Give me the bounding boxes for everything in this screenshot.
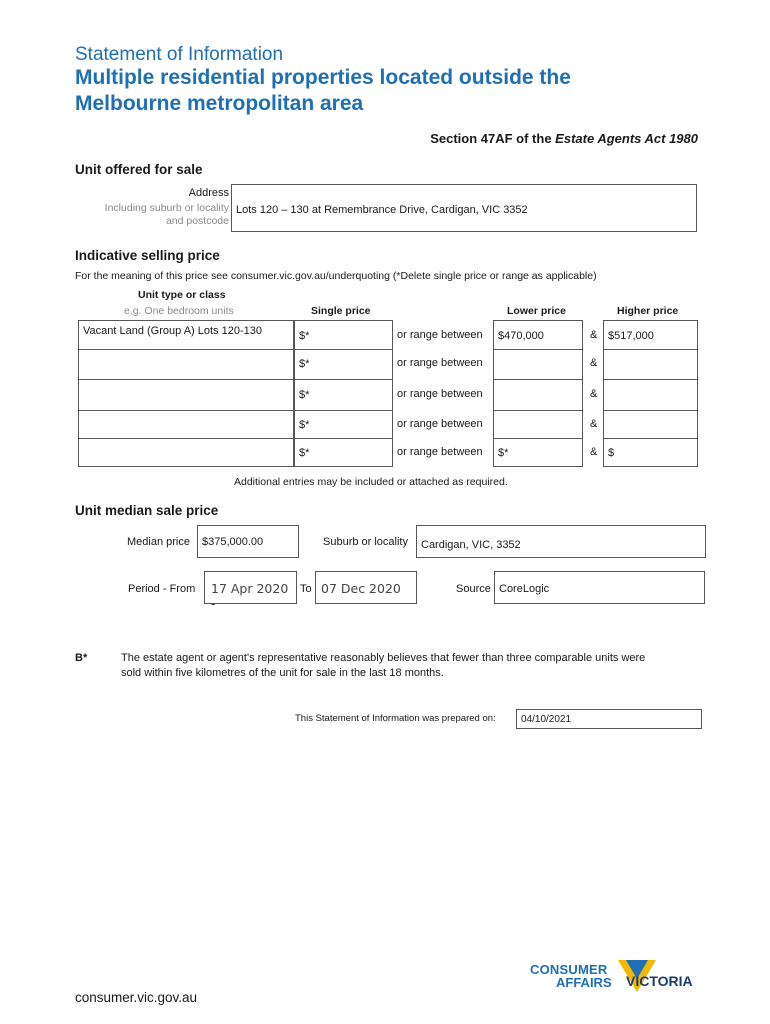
amp-label: & xyxy=(590,357,598,369)
amp-label: & xyxy=(590,446,598,458)
source-label: Source xyxy=(456,583,491,595)
range-label: or range between xyxy=(397,329,483,341)
col-unit-type: Unit type or class xyxy=(138,289,226,301)
consumer-affairs-logo xyxy=(530,960,710,1010)
higher-price-value: $ xyxy=(608,447,615,459)
single-price-field[interactable] xyxy=(294,379,393,411)
single-price-value: $* xyxy=(299,330,310,342)
note-b-line2: sold within five kilometres of the unit for sale in the last 18 months. xyxy=(121,667,444,679)
suburb-label: Suburb or locality xyxy=(323,536,408,548)
period-to-field[interactable] xyxy=(315,571,417,604)
document-label: Statement of Information xyxy=(75,44,284,65)
higher-price-field[interactable] xyxy=(603,349,698,380)
median-price-field[interactable] xyxy=(197,525,299,558)
col-unit-type-hint: e.g. One bedroom units xyxy=(124,305,234,317)
range-label: or range between xyxy=(397,446,483,458)
section-act: Estate Agents Act 1980 xyxy=(555,131,698,146)
page-title-line1: Multiple residential properties located outside the xyxy=(75,66,571,89)
median-heading: Unit median sale price xyxy=(75,503,219,518)
higher-price-field[interactable] xyxy=(603,410,698,439)
single-price-value: $* xyxy=(299,419,310,431)
indicative-heading: Indicative selling price xyxy=(75,248,220,263)
suburb-value: Cardigan, VIC, 3352 xyxy=(421,539,521,551)
lower-price-value: $470,000 xyxy=(498,330,544,342)
lower-price-field[interactable] xyxy=(493,379,583,411)
single-price-field[interactable] xyxy=(294,438,393,467)
unit-offered-heading: Unit offered for sale xyxy=(75,162,203,177)
lower-price-value: $* xyxy=(498,447,509,459)
higher-price-field[interactable] xyxy=(603,438,698,467)
amp-label: & xyxy=(590,418,598,430)
lower-price-field[interactable] xyxy=(493,320,583,350)
section-prefix: Section 47AF of the xyxy=(430,131,556,146)
unit-type-field[interactable] xyxy=(78,438,294,467)
col-lower-price: Lower price xyxy=(507,305,566,317)
median-price-label: Median price xyxy=(127,536,190,548)
logo-line2: AFFAIRS xyxy=(556,975,612,990)
period-from-field[interactable] xyxy=(204,571,297,611)
source-field[interactable] xyxy=(494,571,705,604)
unit-type-field[interactable] xyxy=(78,320,294,350)
period-label: Period - From xyxy=(128,583,196,595)
range-label: or range between xyxy=(397,388,483,400)
median-price-value: $375,000.00 xyxy=(202,536,264,548)
prepared-date-value: 04/10/2021 xyxy=(521,714,572,725)
page-title-line2: Melbourne metropolitan area xyxy=(75,92,364,115)
logo-line1: CONSUMER xyxy=(530,962,608,977)
unit-type-field[interactable] xyxy=(78,379,294,411)
unit-type-field[interactable] xyxy=(78,349,294,380)
indicative-note: For the meaning of this price see consumer.vic.gov.au/underquoting (*Delete single price or range as applicable) xyxy=(75,270,597,282)
col-single-price: Single price xyxy=(311,305,371,317)
note-b-line1: The estate agent or agent's representative reasonably believes that fewer than three comparable units were xyxy=(121,652,646,664)
amp-label: & xyxy=(590,388,598,400)
single-price-field[interactable] xyxy=(294,410,393,439)
single-price-value: $* xyxy=(299,358,310,370)
section-reference xyxy=(430,131,698,146)
higher-price-field[interactable] xyxy=(603,320,698,350)
amp-label: & xyxy=(590,329,598,341)
col-higher-price: Higher price xyxy=(617,305,679,317)
unit-type-field[interactable] xyxy=(78,410,294,439)
address-field[interactable] xyxy=(231,184,697,232)
higher-price-field[interactable] xyxy=(603,379,698,411)
single-price-value: $* xyxy=(299,447,310,459)
prepared-date-field[interactable] xyxy=(516,709,702,729)
single-price-field[interactable] xyxy=(294,349,393,380)
lower-price-field[interactable] xyxy=(493,438,583,467)
logo-word: VICTORIA xyxy=(626,973,693,989)
additional-entries-note: Additional entries may be included or attached as required. xyxy=(234,476,508,488)
source-value: CoreLogic xyxy=(499,583,550,595)
prepared-label: This Statement of Information was prepared on: xyxy=(295,713,496,724)
address-sub2: and postcode xyxy=(165,215,229,227)
address-sub1: Including suburb or locality xyxy=(104,202,229,214)
note-b-marker: B* xyxy=(75,652,88,664)
lower-price-field[interactable] xyxy=(493,410,583,439)
higher-price-value: $517,000 xyxy=(608,330,654,342)
suburb-field[interactable] xyxy=(416,525,706,558)
unit-type-value: Vacant Land (Group A) Lots 120-130 xyxy=(83,325,262,337)
lower-price-field[interactable] xyxy=(493,349,583,380)
range-label: or range between xyxy=(397,357,483,369)
period-to-label: To xyxy=(300,583,312,595)
address-value: Lots 120 – 130 at Remembrance Drive, Cardigan, VIC 3352 xyxy=(236,204,528,216)
period-to-value: 07 Dec 2020 xyxy=(321,581,401,596)
single-price-field[interactable] xyxy=(294,320,393,350)
single-price-value: $* xyxy=(299,389,310,401)
period-from-value: 17 Apr 2020 - xyxy=(211,581,289,611)
address-label: Address xyxy=(188,187,229,199)
range-label: or range between xyxy=(397,418,483,430)
footer-url: consumer.vic.gov.au xyxy=(75,990,198,1005)
